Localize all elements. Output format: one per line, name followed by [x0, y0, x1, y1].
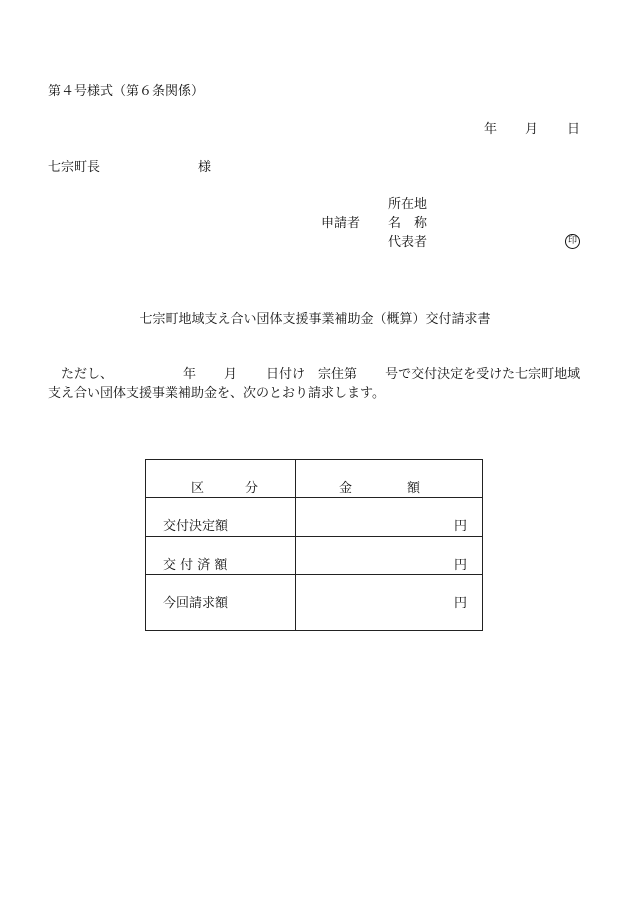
- table-row-divider: [146, 536, 482, 537]
- header-category-char-1: 区: [191, 481, 205, 496]
- row-label-decided: 交付決定額: [163, 519, 229, 534]
- row-label-paid: 交 付 済 額: [163, 558, 228, 573]
- form-number: 第４号様式（第６条関係）: [48, 84, 205, 99]
- applicant-label: 申請者: [321, 216, 361, 231]
- row-unit-requested: 円: [454, 596, 468, 611]
- header-amount-char-2: 額: [407, 481, 421, 496]
- addressee-name: 七宗町長: [48, 160, 101, 175]
- applicant-representative-label: 代表者: [388, 235, 428, 250]
- header-amount-char-1: 金: [339, 481, 353, 496]
- body-dated: 日付け 宗住第: [266, 367, 358, 382]
- row-label-requested: 今回請求額: [163, 596, 229, 611]
- body-text-line-1: [48, 367, 580, 383]
- table-column-divider: [295, 460, 296, 630]
- row-unit-paid: 円: [454, 558, 468, 573]
- table-row-divider: [146, 574, 482, 575]
- body-rest: 号で交付決定を受けた七宗町地域: [385, 367, 581, 382]
- header-category-char-2: 分: [245, 481, 259, 496]
- body-text-line-2: 支え合い団体支援事業補助金を、次のとおり請求します。: [48, 386, 385, 401]
- body-month: 月: [224, 367, 238, 382]
- body-year: 年: [183, 367, 197, 382]
- table-row-divider: [146, 497, 482, 498]
- date-day-label: 日: [567, 122, 581, 137]
- addressee-honorific: 様: [198, 160, 212, 175]
- date-month-label: 月: [525, 122, 539, 137]
- seal-mark: 印: [565, 234, 580, 249]
- row-unit-decided: 円: [454, 519, 468, 534]
- body-intro: ただし、: [61, 367, 114, 382]
- amount-table: [145, 459, 483, 631]
- date-year-label: 年: [484, 122, 498, 137]
- document-title: 七宗町地域支え合い団体支援事業補助金（概算）交付請求書: [139, 312, 491, 327]
- applicant-address-label: 所在地: [388, 197, 428, 212]
- applicant-name-label: 名 称: [388, 216, 428, 231]
